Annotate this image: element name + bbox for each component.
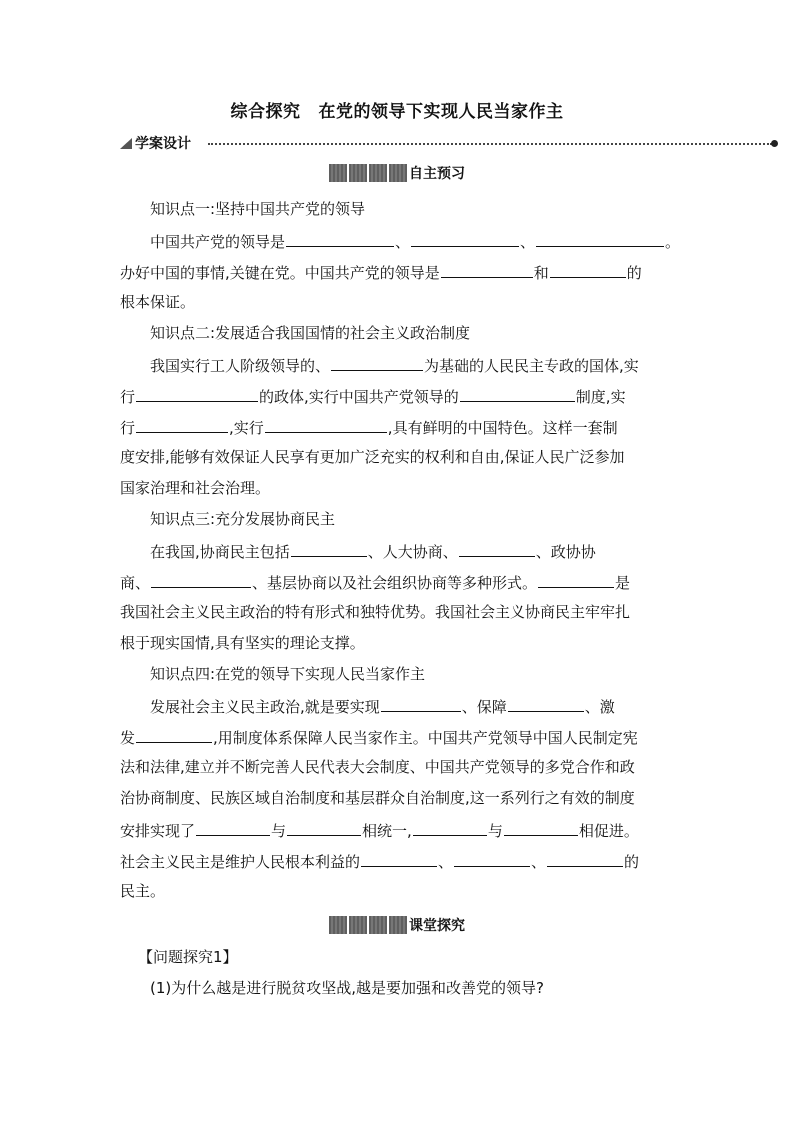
text: 、 xyxy=(438,853,454,871)
text: 行 xyxy=(120,388,136,406)
k3-line3: 我国社会主义民主政治的特有形式和独特优势。我国社会主义协商民主牢牢扎 xyxy=(120,603,631,621)
text: 、政协协 xyxy=(535,543,596,561)
k4-line7: 民主。 xyxy=(120,882,166,900)
k4-line3: 法和法律,建立并不断完善人民代表大会制度、中国共产党领导的多党合作和政 xyxy=(120,758,635,776)
k2-line2 xyxy=(120,384,626,408)
text: 是 xyxy=(615,574,631,592)
text: 发展社会主义民主政治,就是要实现 xyxy=(150,698,380,716)
text: 、激 xyxy=(584,698,615,716)
k4-line5 xyxy=(120,818,639,842)
fill-blank[interactable] xyxy=(460,384,575,402)
section-header-classroom xyxy=(0,915,794,935)
k1-heading: 知识点一:坚持中国共产党的领导 xyxy=(150,200,366,218)
block-ornament xyxy=(329,916,407,934)
k1-line3: 根本保证。 xyxy=(120,293,196,311)
text: 我国实行工人阶级领导的、 xyxy=(150,357,331,375)
text: 商、 xyxy=(120,574,151,592)
page-title xyxy=(0,97,794,122)
fill-blank[interactable] xyxy=(136,384,258,402)
text: 的政体,实行中国共产党领导的 xyxy=(259,388,459,406)
text: 和 xyxy=(533,264,549,282)
k3-line4: 根于现实国情,具有坚实的理论支撑。 xyxy=(120,634,365,652)
triangle-icon xyxy=(120,138,132,149)
fill-blank[interactable] xyxy=(454,849,530,867)
text: ,具有鲜明的中国特色。这样一套制 xyxy=(387,419,618,437)
text: ,用制度体系保障人民当家作主。中国共产党领导中国人民制定宪 xyxy=(213,729,638,747)
fill-blank[interactable] xyxy=(196,818,270,836)
text: 的 xyxy=(626,264,642,282)
text: 制度,实 xyxy=(575,388,626,406)
text: 、 xyxy=(520,233,536,251)
text: 、 xyxy=(395,233,411,251)
k2-line1 xyxy=(150,353,639,377)
fill-blank[interactable] xyxy=(136,415,228,433)
text: 、保障 xyxy=(461,698,507,716)
fill-blank[interactable] xyxy=(536,229,664,247)
text: 与 xyxy=(487,822,503,840)
text: 在我国,协商民主包括 xyxy=(150,543,290,561)
fill-blank[interactable] xyxy=(381,694,461,712)
fill-blank[interactable] xyxy=(441,260,533,278)
fill-blank[interactable] xyxy=(413,818,487,836)
text: 行 xyxy=(120,419,136,437)
fill-blank[interactable] xyxy=(411,229,519,247)
divider-end-dot xyxy=(771,140,778,147)
text: 相促进。 xyxy=(578,822,639,840)
k2-heading: 知识点二:发展适合我国国情的社会主义政治制度 xyxy=(150,324,471,342)
k4-line4: 治协商制度、民族区域自治制度和基层群众自治制度,这一系列行之有效的制度 xyxy=(120,789,635,807)
k1-line2 xyxy=(120,260,642,284)
text: 。 xyxy=(665,233,681,251)
text: 中国共产党的领导是 xyxy=(150,233,286,251)
text: 发 xyxy=(120,729,136,747)
fill-blank[interactable] xyxy=(547,849,623,867)
k4-line2 xyxy=(120,725,638,749)
fill-blank[interactable] xyxy=(286,229,394,247)
inquiry-label: 【问题探究1】 xyxy=(138,948,238,966)
text: 的 xyxy=(624,853,640,871)
fill-blank[interactable] xyxy=(361,849,437,867)
text: 、 xyxy=(531,853,547,871)
inquiry-question-1: (1)为什么越是进行脱贫攻坚战,越是要加强和改善党的领导? xyxy=(150,979,544,997)
block-ornament xyxy=(329,164,407,182)
text: 相统一, xyxy=(362,822,412,840)
fill-blank[interactable] xyxy=(265,415,387,433)
k3-heading: 知识点三:充分发展协商民主 xyxy=(150,510,336,528)
k2-line4: 度安排,能够有效保证人民享有更加广泛充实的权利和自由,保证人民广泛参加 xyxy=(120,448,625,466)
title-part2: 在党的领导下实现人民当家作主 xyxy=(318,102,564,122)
k4-line1 xyxy=(150,694,615,718)
k2-line3 xyxy=(120,415,618,439)
fill-blank[interactable] xyxy=(538,570,614,588)
fill-blank[interactable] xyxy=(136,725,212,743)
k1-line1 xyxy=(150,229,680,253)
fill-blank[interactable] xyxy=(459,539,535,557)
dotted-divider xyxy=(208,143,772,145)
fill-blank[interactable] xyxy=(291,539,367,557)
section-banner xyxy=(118,133,778,153)
section-label-preview: 自主预习 xyxy=(409,166,465,182)
text: ,实行 xyxy=(229,419,264,437)
fill-blank[interactable] xyxy=(151,570,251,588)
fill-blank[interactable] xyxy=(550,260,626,278)
fill-blank[interactable] xyxy=(508,694,584,712)
section-label-classroom: 课堂探究 xyxy=(409,918,465,934)
text: 、人大协商、 xyxy=(367,543,458,561)
section-header-preview xyxy=(0,163,794,183)
k3-line2 xyxy=(120,570,630,594)
k3-line1 xyxy=(150,539,596,563)
text: 办好中国的事情,关键在党。中国共产党的领导是 xyxy=(120,264,440,282)
text: 、基层协商以及社会组织协商等多种形式。 xyxy=(252,574,538,592)
text: 与 xyxy=(271,822,287,840)
fill-blank[interactable] xyxy=(504,818,578,836)
fill-blank[interactable] xyxy=(287,818,361,836)
text: 安排实现了 xyxy=(120,822,196,840)
fill-blank[interactable] xyxy=(331,353,423,371)
k4-heading: 知识点四:在党的领导下实现人民当家作主 xyxy=(150,665,426,683)
k4-line6 xyxy=(120,849,639,873)
banner-label: 学案设计 xyxy=(135,136,191,152)
text: 为基础的人民民主专政的国体,实 xyxy=(424,357,639,375)
text: 社会主义民主是维护人民根本利益的 xyxy=(120,853,361,871)
title-part1: 综合探究 xyxy=(230,102,301,122)
k2-line5: 国家治理和社会治理。 xyxy=(120,479,271,497)
